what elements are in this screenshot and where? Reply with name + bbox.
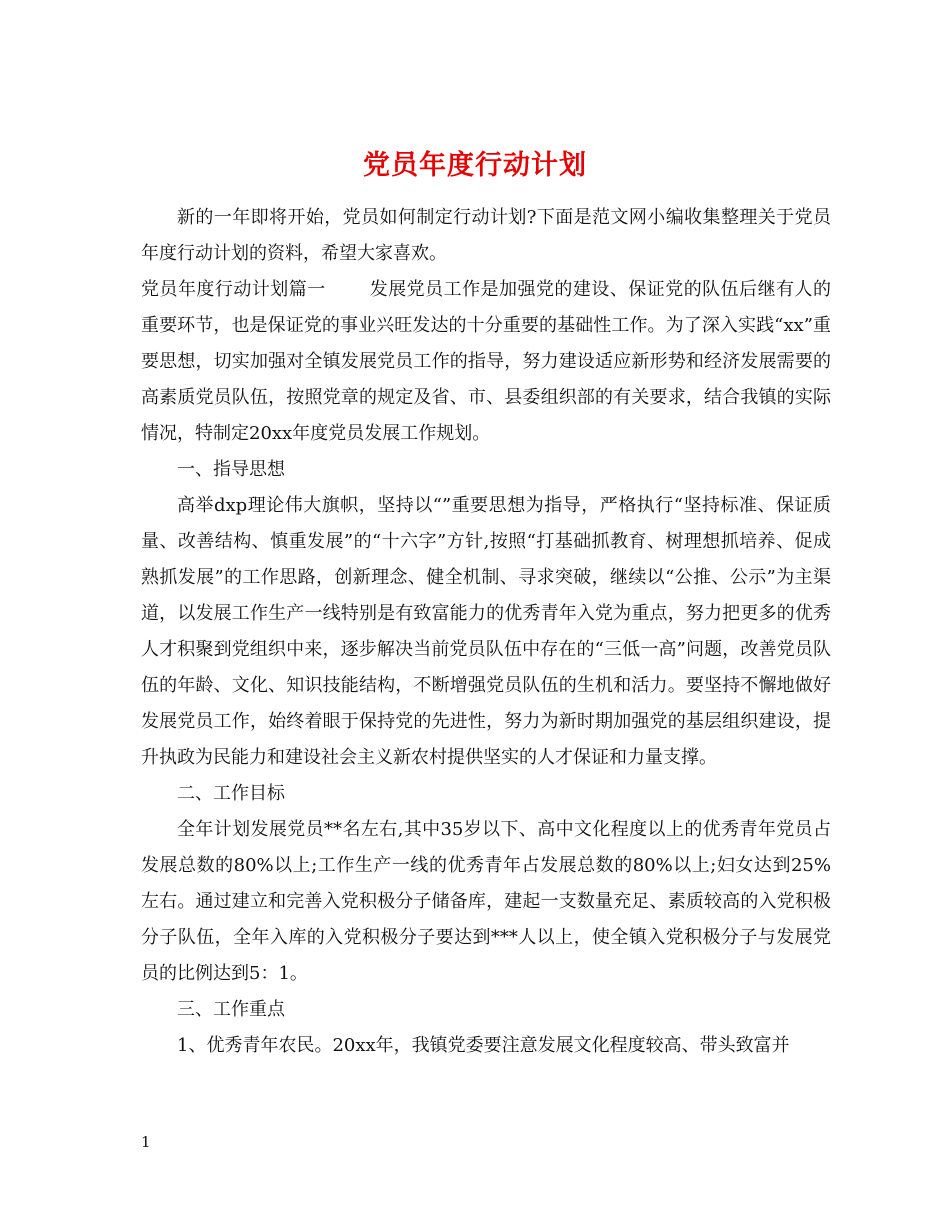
section-heading-guiding-thought: 一、指导思想 (177, 459, 285, 480)
section-item-young-farmers: 1、优秀青年农民。20xx年，我镇党委要注意发展文化程度较高、带头致富并 (177, 1035, 790, 1056)
article-lead-text: 发展党员工作是加强党的建设、保证党的队伍后继有人的重要环节，也是保证党的事业兴旺发达的十分重要的基础性工作。为了深入实践“xx”重要思想，切实加强对全镇发展党员工作的指导，努力建设适应新形势和经济发展需要的高素质党员队伍，按照党章的规定及省、市、县委组织部的有关要求，结合我镇的实际情况，特制定20xx年度党员发展工作规划。 (141, 279, 832, 444)
document-title: 党员年度行动计划 (363, 150, 587, 182)
section-text-guiding-thought: 高举dxp理论伟大旗帜，坚持以“”重要思想为指导，严格执行“坚持标准、保证质量、改善结构、慎重发展”的“十六字”方针,按照“打基础抓教育、树理想抓培养、促成熟抓发展”的工作思路，创新理念、健全机制、寻求突破，继续以“公推、公示”为主渠道，以发展工作生产一线特别是有致富能力的优秀青年入党为重点，努力把更多的优秀人才积聚到党组织中来，逐步解决当前党员队伍中存在的“三低一高”问题，改善党员队伍的年龄、文化、知识技能结构，不断增强党员队伍的生机和活力。要坚持不懈地做好发展党员工作，始终着眼于保持党的先进性，努力为新时期加强党的基层组织建设，提升执政为民能力和建设社会主义新农村提供坚实的人才保证和力量支撑。 (141, 495, 831, 768)
document-body (141, 200, 831, 1064)
intro-paragraph: 新的一年即将开始，党员如何制定行动计划?下面是范文网小编收集整理关于党员年度行动计划的资料，希望大家喜欢。 (141, 207, 831, 264)
article-label: 党员年度行动计划篇一 (141, 279, 326, 300)
article-paragraph (141, 272, 831, 452)
section-text-work-goals: 全年计划发展党员**名左右,其中35岁以下、高中文化程度以上的优秀青年党员占发展总数的80%以上;工作生产一线的优秀青年占发展总数的80%以上;妇女达到25%左右。通过建立和完善入党积极分子储备库，建起一支数量充足、素质较高的入党积极分子队伍，全年入库的入党积极分子要达到***人以上，使全镇入党积极分子与发展党员的比例达到5：1。 (141, 819, 831, 984)
page-number: 1 (141, 1133, 151, 1151)
section-heading-work-goals: 二、工作目标 (177, 783, 285, 804)
section-heading-work-focus: 三、工作重点 (177, 999, 285, 1020)
